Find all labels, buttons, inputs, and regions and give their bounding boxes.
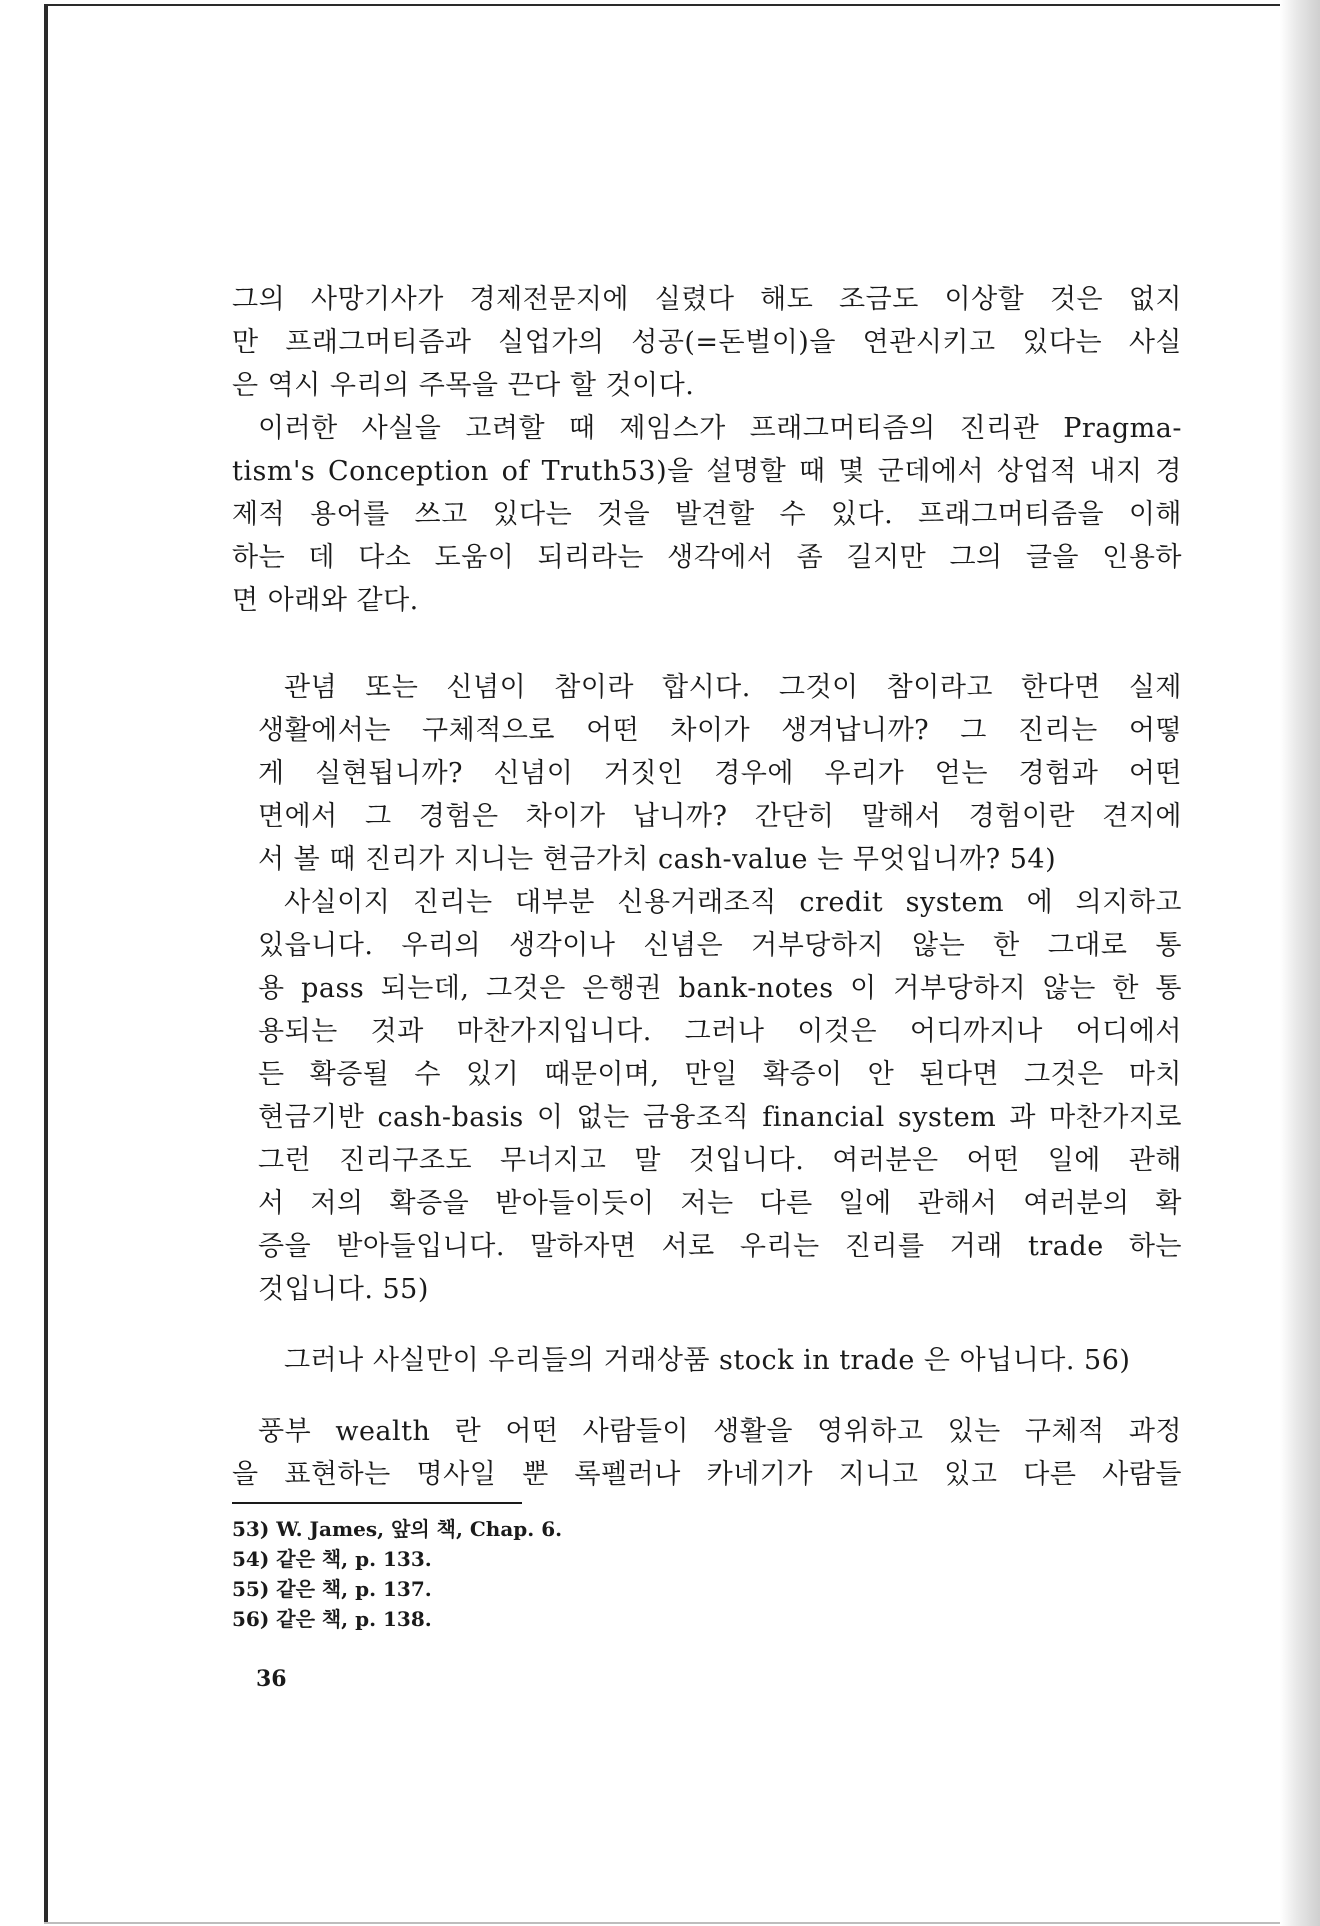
page-number: 36 xyxy=(256,1666,287,1692)
quote-line: 든 확증될 수 있기 때문이며, 만일 확증이 안 된다면 그것은 마치 xyxy=(258,1059,1182,1090)
footnotes xyxy=(232,1514,1182,1634)
page-body xyxy=(232,278,1182,1634)
text-line: 면 아래와 같다. xyxy=(232,585,419,616)
scan-shadow-right xyxy=(1280,0,1320,1926)
paragraph-1 xyxy=(232,278,1182,407)
spacer xyxy=(232,1382,1182,1410)
text-line: 풍부 wealth 란 어떤 사람들이 생활을 영위하고 있는 구체적 과정 xyxy=(258,1416,1182,1447)
quote-line: 사실이지 진리는 대부분 신용거래조직 credit system 에 의지하고 xyxy=(284,887,1182,918)
text-line: 제적 용어를 쓰고 있다는 것을 발견할 수 있다. 프래그머티즘을 이해 xyxy=(232,499,1182,530)
quote-line: 생활에서는 구체적으로 어떤 차이가 생겨납니까? 그 진리는 어떻 xyxy=(258,715,1182,746)
quote-line: 그러나 사실만이 우리들의 거래상품 stock in trade 은 아닙니다. 56) xyxy=(284,1345,1131,1376)
quote-line: 증을 받아들입니다. 말하자면 서로 우리는 진리를 거래 trade 하는 xyxy=(258,1231,1182,1262)
text-line: 은 역시 우리의 주목을 끈다 할 것이다. xyxy=(232,370,695,401)
block-quote-3 xyxy=(232,1339,1182,1382)
footnote-rule xyxy=(232,1502,522,1504)
footnote: 54) 같은 책, p. 133. xyxy=(232,1547,432,1571)
quote-line: 현금기반 cash-basis 이 없는 금융조직 financial system 과 마찬가지로 xyxy=(258,1102,1182,1133)
scan-edge-left xyxy=(44,4,48,1922)
text-line: 만 프래그머티즘과 실업가의 성공(=돈벌이)을 연관시키고 있다는 사실 xyxy=(232,327,1182,358)
footnote: 53) W. James, 앞의 책, Chap. 6. xyxy=(232,1517,563,1541)
quote-line: 있읍니다. 우리의 생각이나 신념은 거부당하지 않는 한 그대로 통 xyxy=(258,930,1182,961)
quote-line: 관념 또는 신념이 참이라 합시다. 그것이 참이라고 한다면 실제 xyxy=(284,672,1182,703)
text-line: tism's Conception of Truth53)을 설명할 때 몇 군데에서 상업적 내지 경 xyxy=(232,456,1182,487)
quote-line: 서 볼 때 진리가 지니는 현금가치 cash-value 는 무엇입니까? 54) xyxy=(258,844,1057,875)
footnote: 56) 같은 책, p. 138. xyxy=(232,1607,432,1631)
text-line: 을 표현하는 명사일 뿐 록펠러나 카네기가 지니고 있고 다른 사람들 xyxy=(232,1459,1182,1490)
scan-edge-top xyxy=(44,4,1294,6)
quote-line: 면에서 그 경험은 차이가 납니까? 간단히 말해서 경험이란 견지에 xyxy=(258,801,1182,832)
spacer xyxy=(232,1311,1182,1339)
quote-line: 게 실현됩니까? 신념이 거짓인 경우에 우리가 얻는 경험과 어떤 xyxy=(258,758,1182,789)
text-line: 이러한 사실을 고려할 때 제임스가 프래그머티즘의 진리관 Pragma- xyxy=(258,413,1182,444)
block-quote-2 xyxy=(232,881,1182,1311)
paragraph-3 xyxy=(232,1410,1182,1496)
quote-line: 것입니다. 55) xyxy=(258,1274,429,1305)
spacer xyxy=(232,622,1182,666)
scan-edge-bottom xyxy=(44,1922,1294,1924)
paragraph-2 xyxy=(232,407,1182,622)
quote-line: 서 저의 확증을 받아들이듯이 저는 다른 일에 관해서 여러분의 확 xyxy=(258,1188,1182,1219)
quote-line: 용 pass 되는데, 그것은 은행권 bank-notes 이 거부당하지 않는 한 통 xyxy=(258,973,1182,1004)
text-line: 그의 사망기사가 경제전문지에 실렸다 해도 조금도 이상할 것은 없지 xyxy=(232,284,1182,315)
footnote: 55) 같은 책, p. 137. xyxy=(232,1577,432,1601)
block-quote-1 xyxy=(232,666,1182,881)
text-line: 하는 데 다소 도움이 되리라는 생각에서 좀 길지만 그의 글을 인용하 xyxy=(232,542,1182,573)
quote-line: 그런 진리구조도 무너지고 말 것입니다. 여러분은 어떤 일에 관해 xyxy=(258,1145,1182,1176)
quote-line: 용되는 것과 마찬가지입니다. 그러나 이것은 어디까지나 어디에서 xyxy=(258,1016,1182,1047)
